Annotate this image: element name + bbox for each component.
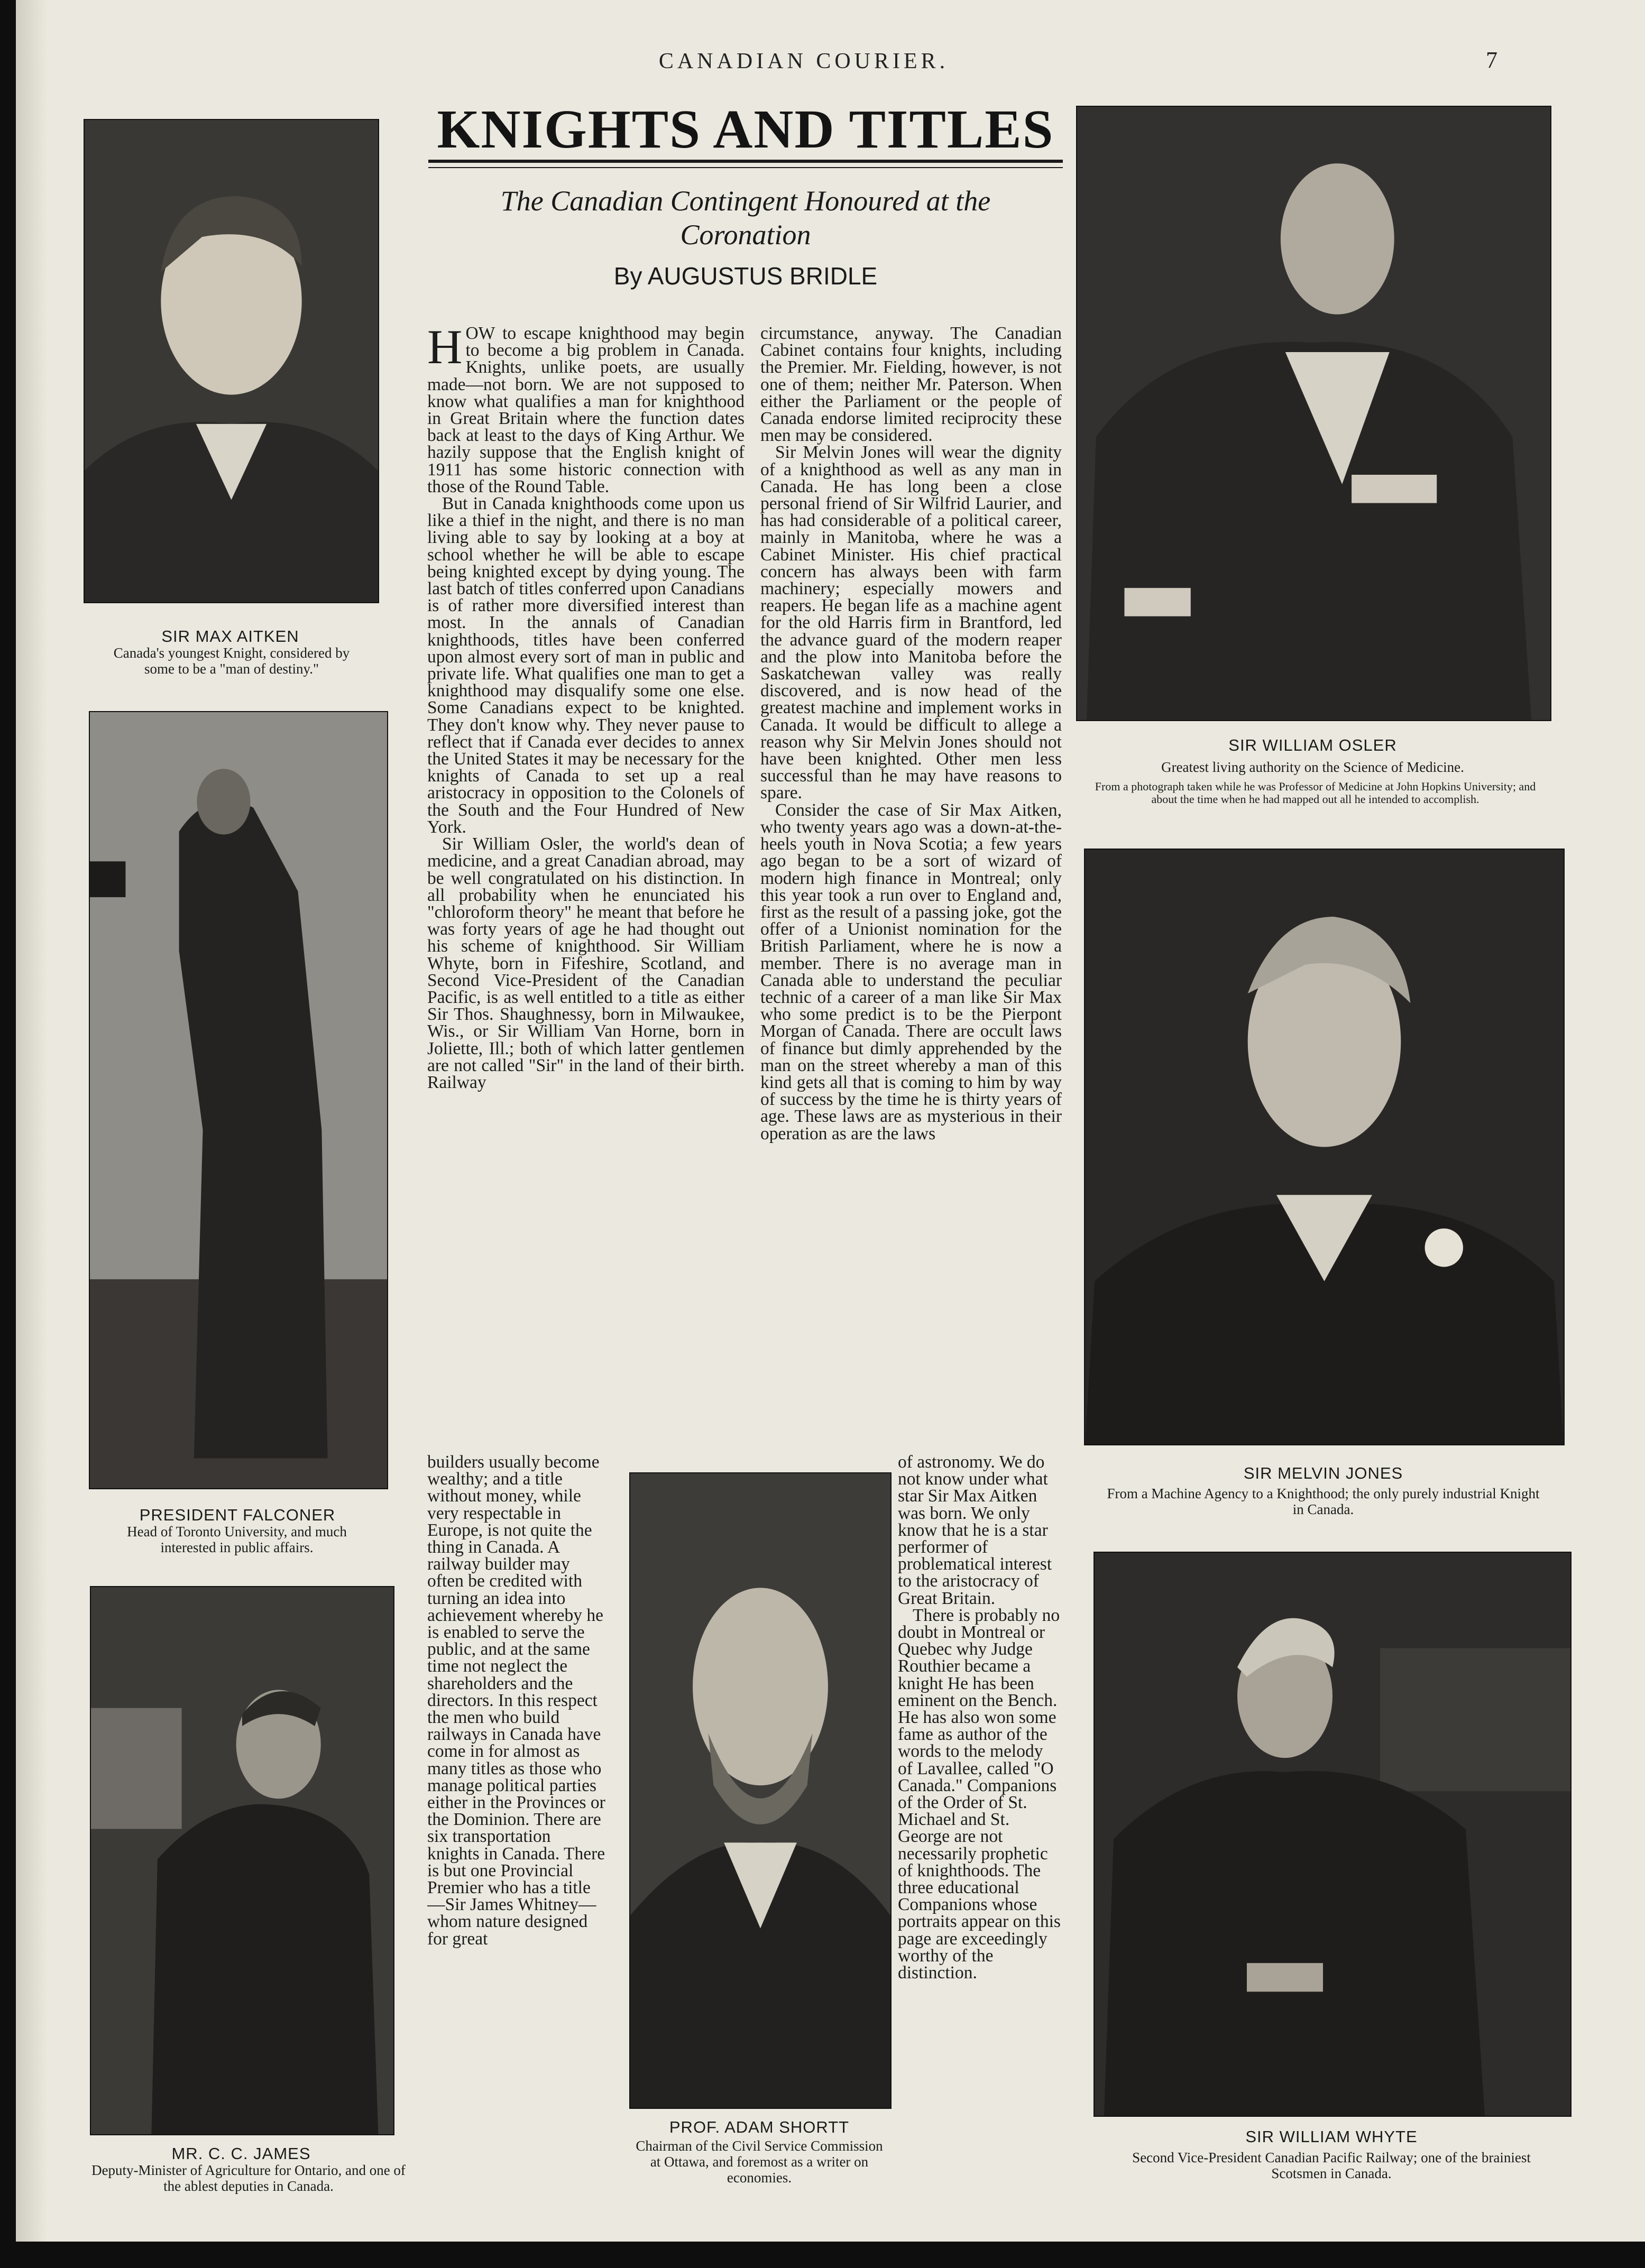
subhead: The Canadian Contingent Honoured at the Coronation bbox=[500, 185, 991, 251]
headline-rule-thin bbox=[428, 167, 1063, 168]
article-paragraph: of astronomy. We do not know under what star Sir Max Aitken was born. We only know that he is a star performer of problematical interest to the aristocracy of Great Britain. bbox=[898, 1454, 1052, 1608]
caption-desc-falconer: Head of Toronto University, and much interested in public affairs. bbox=[127, 1524, 347, 1555]
portrait-photo-jones bbox=[1084, 849, 1565, 1445]
caption-name-james: MR. C. C. JAMES bbox=[171, 2144, 311, 2163]
caption-desc-james: Deputy-Minister of Agriculture for Ontario, and one of the ablest deputies in Canada. bbox=[91, 2162, 406, 2194]
article-paragraph: circumstance, anyway. The Canadian Cabinet contains four knights, including the Premier. Mr. Fielding, however, is not one of them; neither Mr. Paterson. When either the Parliament or the people of Canada endorse limited reciprocity these men may be considered. bbox=[760, 325, 1062, 446]
portrait-photo-james bbox=[90, 1586, 394, 2135]
caption-note-osler: From a photograph taken while he was Professor of Medicine at John Hopkins University; and about the time when he had mapped out all he intended to accomplish. bbox=[1095, 780, 1536, 806]
article-column-2-narrow bbox=[898, 1454, 1062, 2205]
page-number: 7 bbox=[1486, 47, 1497, 73]
caption-name-jones: SIR MELVIN JONES bbox=[1243, 1464, 1403, 1482]
caption-desc-whyte: Second Vice-President Canadian Pacific Railway; one of the brainiest Scotsmen in Canada. bbox=[1132, 2150, 1531, 2181]
drop-cap: H bbox=[427, 325, 463, 374]
caption-name-aitken: SIR MAX AITKEN bbox=[161, 627, 299, 646]
caption-name-osler: SIR WILLIAM OSLER bbox=[1228, 736, 1397, 754]
caption-desc-jones: From a Machine Agency to a Knighthood; the only purely industrial Knight in Canada. bbox=[1107, 1486, 1540, 1517]
article-column-1-narrow bbox=[427, 1454, 607, 2205]
article-column-1 bbox=[427, 325, 745, 1451]
article-paragraph: But in Canada knighthoods come upon us like a thief in the night, and there is no man living able to say by looking at a boy at school whether he will be able to escape being knighted except by dying young. The last batch of titles conferred upon Canadians is of rather more diversified interest than most. In the annals of Canadian knighthoods, titles have been conferred upon almost every sort of man in public and private life. What qualifies one man to get a knighthood may disqualify some one else. Some Canadians expect to be knighted. They don't know why. They never pause to reflect that if Canada ever decides to annex the United States it may be necessary for the knights of Canada to set up a real aristocracy in opposition to the Colonels of the South and the Four Hundred of New York. bbox=[427, 494, 745, 837]
headline-rule bbox=[428, 160, 1063, 163]
portrait-photo-whyte bbox=[1093, 1552, 1572, 2117]
caption-name-whyte: SIR WILLIAM WHYTE bbox=[1245, 2127, 1418, 2146]
caption-name-shortt: PROF. ADAM SHORTT bbox=[669, 2118, 850, 2136]
article-paragraph: builders usually become wealthy; and a title without money, while very respectable in Europe, is not quite the thing in Canada. A railway builder may often be credited with turning an idea into achievement whereby he is enabled to serve the public, and at the same time not neglect the shareholders and the directors. In this respect the men who build railways in Canada have come in for almost as many titles as those who manage political parties either in the Provinces or the Dominion. There are six transportation knights in Canada. There is but one Provincial Premier who has a title—Sir James Whitney—whom nature designed for great bbox=[427, 1454, 605, 1949]
caption-name-falconer: PRESIDENT FALCONER bbox=[139, 1506, 336, 1524]
headline: KNIGHTS AND TITLES bbox=[437, 99, 1054, 160]
portrait-photo-falconer bbox=[89, 711, 388, 1489]
caption-desc-osler: Greatest living authority on the Science of Medicine. bbox=[1161, 759, 1464, 775]
portrait-photo-aitken bbox=[84, 119, 379, 603]
running-head: CANADIAN COURIER. bbox=[658, 49, 949, 73]
article-paragraph: There is probably no doubt in Montreal or Quebec why Judge Routhier became a knight He has been eminent on the Bench. He has also won some fame as author of the words to the melody of Lavallee, called "O Canada." Companions of the Order of St. Michael and St. George are not necessarily prophetic of knighthoods. The three educational Companions whose portraits appear on this page are exceedingly worthy of the distinction. bbox=[898, 1605, 1061, 1983]
magazine-page bbox=[16, 0, 1645, 2242]
article-column-2 bbox=[760, 325, 1062, 1454]
article-paragraph: OW to escape knighthood may begin to become a big problem in Canada. Knights, unlike poets, are usually made—not born. We are not supposed to know what qualifies a man for knighthood in Great Britain where the function dates back at least to the days of King Arthur. We hazily suppose that the English knight of 1911 has some historic connection with those of the Round Table. bbox=[427, 325, 745, 496]
caption-desc-aitken: Canada's youngest Knight, considered by some to be a "man of destiny." bbox=[113, 645, 350, 677]
byline: By AUGUSTUS BRIDLE bbox=[613, 262, 878, 290]
article-paragraph: Consider the case of Sir Max Aitken, who twenty years ago was a down-at-the-heels youth in Nova Scotia; a few years ago began to be a sort of wizard of modern high finance in Montreal; only this year took a run over to England and, first as the result of a passing joke, got the offer of a Unionist nomination for the British Parliament, where he is now a member. There is no average man in Canada able to understand the peculiar technic of a career of a man like Sir Max who some predict is to be the Pierpont Morgan of Canada. There are occult laws of finance but dimly apprehended by the man on the street whereby a man of this kind gets all that is coming to him by way of success by the time he is thirty years of age. These laws are as mysterious in their operation as are the laws bbox=[760, 800, 1062, 1144]
article-paragraph: Sir William Osler, the world's dean of medicine, and a great Canadian abroad, may be well congratulated on his distinction. In all probability when he enunciated his "chloroform theory" he meant that before he was forty years of age he had thought out his scheme of knighthood. Sir William Whyte, born in Fifeshire, Scotland, and Second Vice-President of the Canadian Pacific, is as well entitled to a title as either Sir Thos. Shaughnessy, born in Milwaukee, Wis., or Sir William Van Horne, born in Joliette, Ill.; both of which latter gentlemen are not called "Sir" in the land of their birth. Railway bbox=[427, 834, 745, 1092]
portrait-photo-osler bbox=[1076, 106, 1551, 721]
portrait-photo-shortt bbox=[629, 1472, 892, 2109]
article-paragraph: Sir Melvin Jones will wear the dignity of a knighthood as well as any man in Canada. He has long been a close personal friend of Sir Wilfrid Laurier, and has had considerable of a political career, mainly in Manitoba, where he was a Cabinet Minister. His chief practical concern has always been with farm machinery; especially mowers and reapers. He began life as a machine agent for the old Harris firm in Brantford, led the advance guard of the modern reaper and the plow into Manitoba before the Saskatchewan valley was really discovered, and is now head of the greatest machine and implement works in Canada. It would be difficult to allege a reason why Sir Melvin Jones should not have been knighted. Other men less successful than he may have reasons to spare. bbox=[760, 442, 1062, 803]
caption-desc-shortt: Chairman of the Civil Service Commission at Ottawa, and foremost as a writer on economies. bbox=[636, 2138, 883, 2186]
